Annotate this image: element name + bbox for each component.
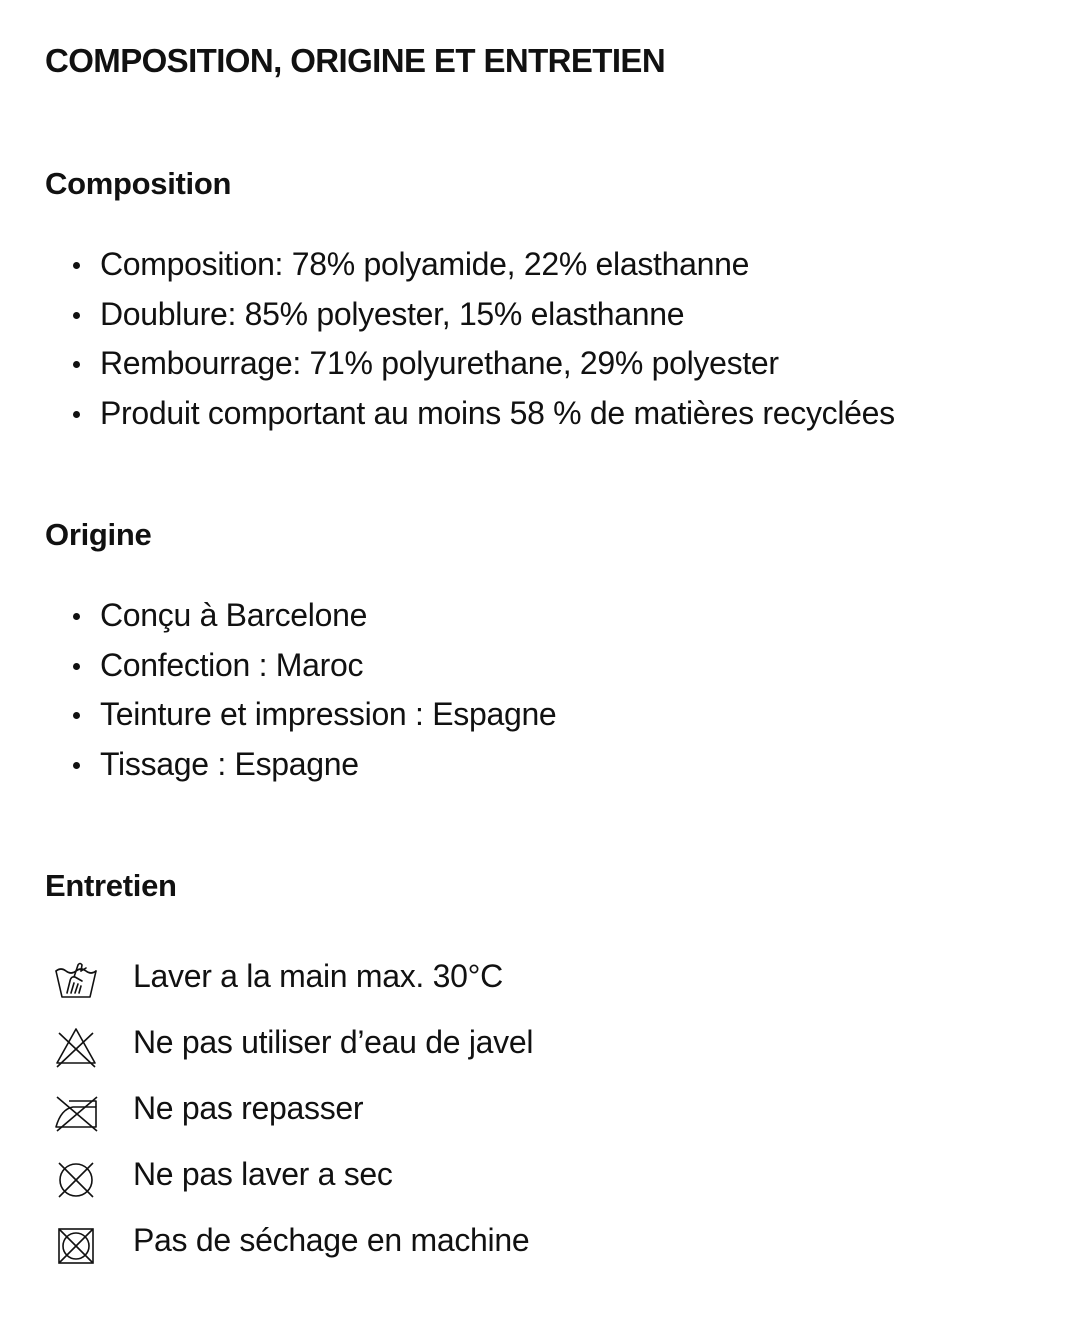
care-item-hand-wash: Laver a la main max. 30°C [45, 943, 533, 1009]
composition-list [45, 240, 895, 439]
bullet-icon [73, 411, 80, 418]
list-item: Confection : Maroc [45, 641, 556, 691]
list-item: Conçu à Barcelone [45, 591, 556, 641]
bullet-icon [73, 262, 80, 269]
list-item: Composition: 78% polyamide, 22% elasthanne [45, 240, 895, 290]
bullet-icon [73, 613, 80, 620]
origine-list [45, 591, 556, 790]
care-item-no-bleach: Ne pas utiliser d’eau de javel [45, 1009, 533, 1075]
care-item-no-tumble-dry: Pas de séchage en machine [45, 1207, 533, 1273]
bullet-icon [73, 663, 80, 670]
care-item-no-dry-clean: Ne pas laver a sec [45, 1141, 533, 1207]
care-list [45, 943, 533, 1273]
bullet-icon [73, 712, 80, 719]
list-item: Produit comportant au moins 58 % de matières recyclées [45, 389, 895, 439]
no-tumble-dry-icon [53, 1221, 99, 1267]
entretien-heading: Entretien [45, 868, 177, 903]
list-item: Doublure: 85% polyester, 15% elasthanne [45, 290, 895, 340]
composition-heading: Composition [45, 166, 232, 201]
list-item: Teinture et impression : Espagne [45, 690, 556, 740]
no-bleach-icon [53, 1023, 99, 1069]
list-item: Rembourrage: 71% polyurethane, 29% polyester [45, 339, 895, 389]
page-title: COMPOSITION, ORIGINE ET ENTRETIEN [45, 42, 666, 79]
hand-wash-icon [53, 957, 99, 1003]
bullet-icon [73, 762, 80, 769]
bullet-icon [73, 361, 80, 368]
list-item: Tissage : Espagne [45, 740, 556, 790]
origine-heading: Origine [45, 517, 152, 552]
care-item-no-iron: Ne pas repasser [45, 1075, 533, 1141]
no-iron-icon [53, 1089, 99, 1135]
bullet-icon [73, 312, 80, 319]
no-dry-clean-icon [53, 1155, 99, 1201]
